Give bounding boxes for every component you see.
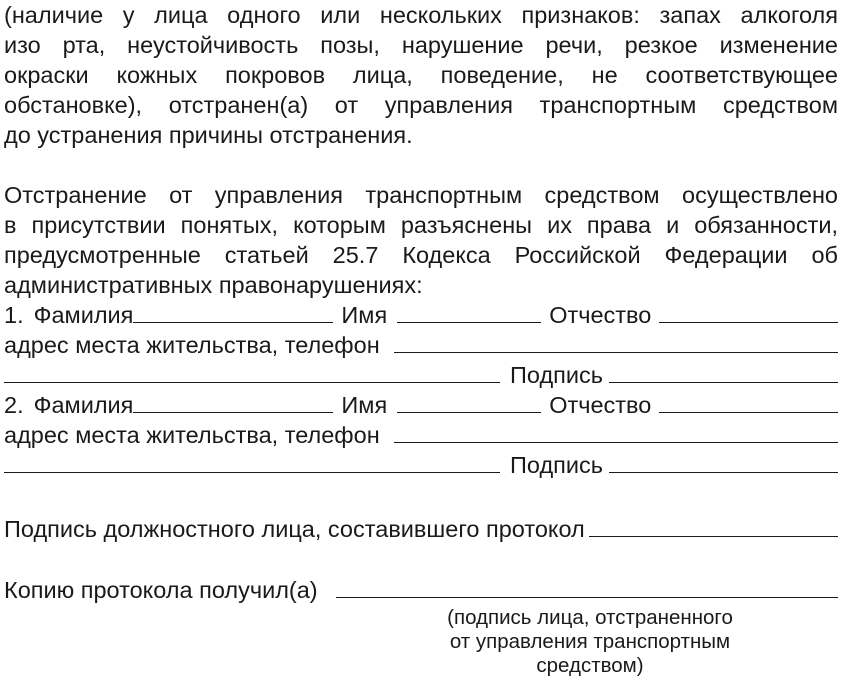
witness-1-name-row (4, 300, 838, 330)
paragraph-line: до устранения причины отстранения. (4, 122, 413, 148)
paragraph-line: в присутствии понятых, которым разъяснены их права и обязанности, (4, 212, 838, 238)
paragraph-line: Отстранение от управления транспортным средством осуществлено (4, 182, 838, 208)
address-label: адрес места жительства, телефон (4, 422, 380, 448)
name-field[interactable] (397, 390, 541, 413)
witness-2-name-row (4, 390, 838, 420)
copy-received-row (4, 575, 838, 605)
witness-2-signature-row (4, 450, 838, 480)
paragraph-line: предусмотренные статьей 25.7 Кодекса Российской Федерации об (4, 242, 838, 268)
surname-field[interactable] (133, 300, 333, 323)
official-signature-field[interactable] (589, 514, 838, 537)
patronymic-field[interactable] (659, 300, 838, 323)
witness-number: 2. (4, 392, 24, 418)
witness-2-address-row (4, 420, 838, 450)
copy-received-label: Копию протокола получил(а) (4, 577, 318, 603)
witness-number: 1. (4, 302, 24, 328)
address-field[interactable] (394, 330, 838, 353)
signature-caption-line: средством) (536, 654, 644, 677)
signature-field[interactable] (609, 450, 838, 473)
address-continuation-field[interactable] (4, 360, 500, 383)
patronymic-label: Отчество (549, 392, 652, 418)
official-signature-row (4, 514, 838, 544)
paragraph-line: административных правонарушениях: (4, 272, 423, 298)
paragraph-line: окраски кожных покровов лица, поведение, не соответствующее (4, 62, 838, 88)
signature-caption-line: от управления транспортным (449, 630, 731, 653)
name-label: Имя (341, 302, 388, 328)
address-continuation-field[interactable] (4, 450, 500, 473)
paragraph-line: обстановке), отстранен(а) от управления транспортным средством (4, 92, 838, 118)
surname-field[interactable] (133, 390, 333, 413)
address-field[interactable] (394, 420, 838, 443)
official-signature-label: Подпись должностного лица, составившего протокол (4, 516, 585, 542)
witness-1-signature-row (4, 360, 838, 390)
patronymic-label: Отчество (549, 302, 652, 328)
signature-label: Подпись (510, 452, 604, 478)
address-label: адрес места жительства, телефон (4, 332, 380, 358)
signature-field[interactable] (609, 360, 838, 383)
surname-label: Фамилия (33, 302, 134, 328)
name-field[interactable] (397, 300, 541, 323)
paragraph-line: изо рта, неустойчивость позы, нарушение речи, резкое изменение (4, 32, 838, 58)
surname-label: Фамилия (33, 392, 134, 418)
signature-label: Подпись (510, 362, 604, 388)
paragraph-line: (наличие у лица одного или нескольких признаков: запах алкоголя (4, 2, 838, 28)
patronymic-field[interactable] (659, 390, 838, 413)
signature-caption-line: (подпись лица, отстраненного (447, 606, 733, 629)
copy-received-signature-field[interactable] (336, 575, 838, 598)
name-label: Имя (341, 392, 388, 418)
witness-1-address-row (4, 330, 838, 360)
